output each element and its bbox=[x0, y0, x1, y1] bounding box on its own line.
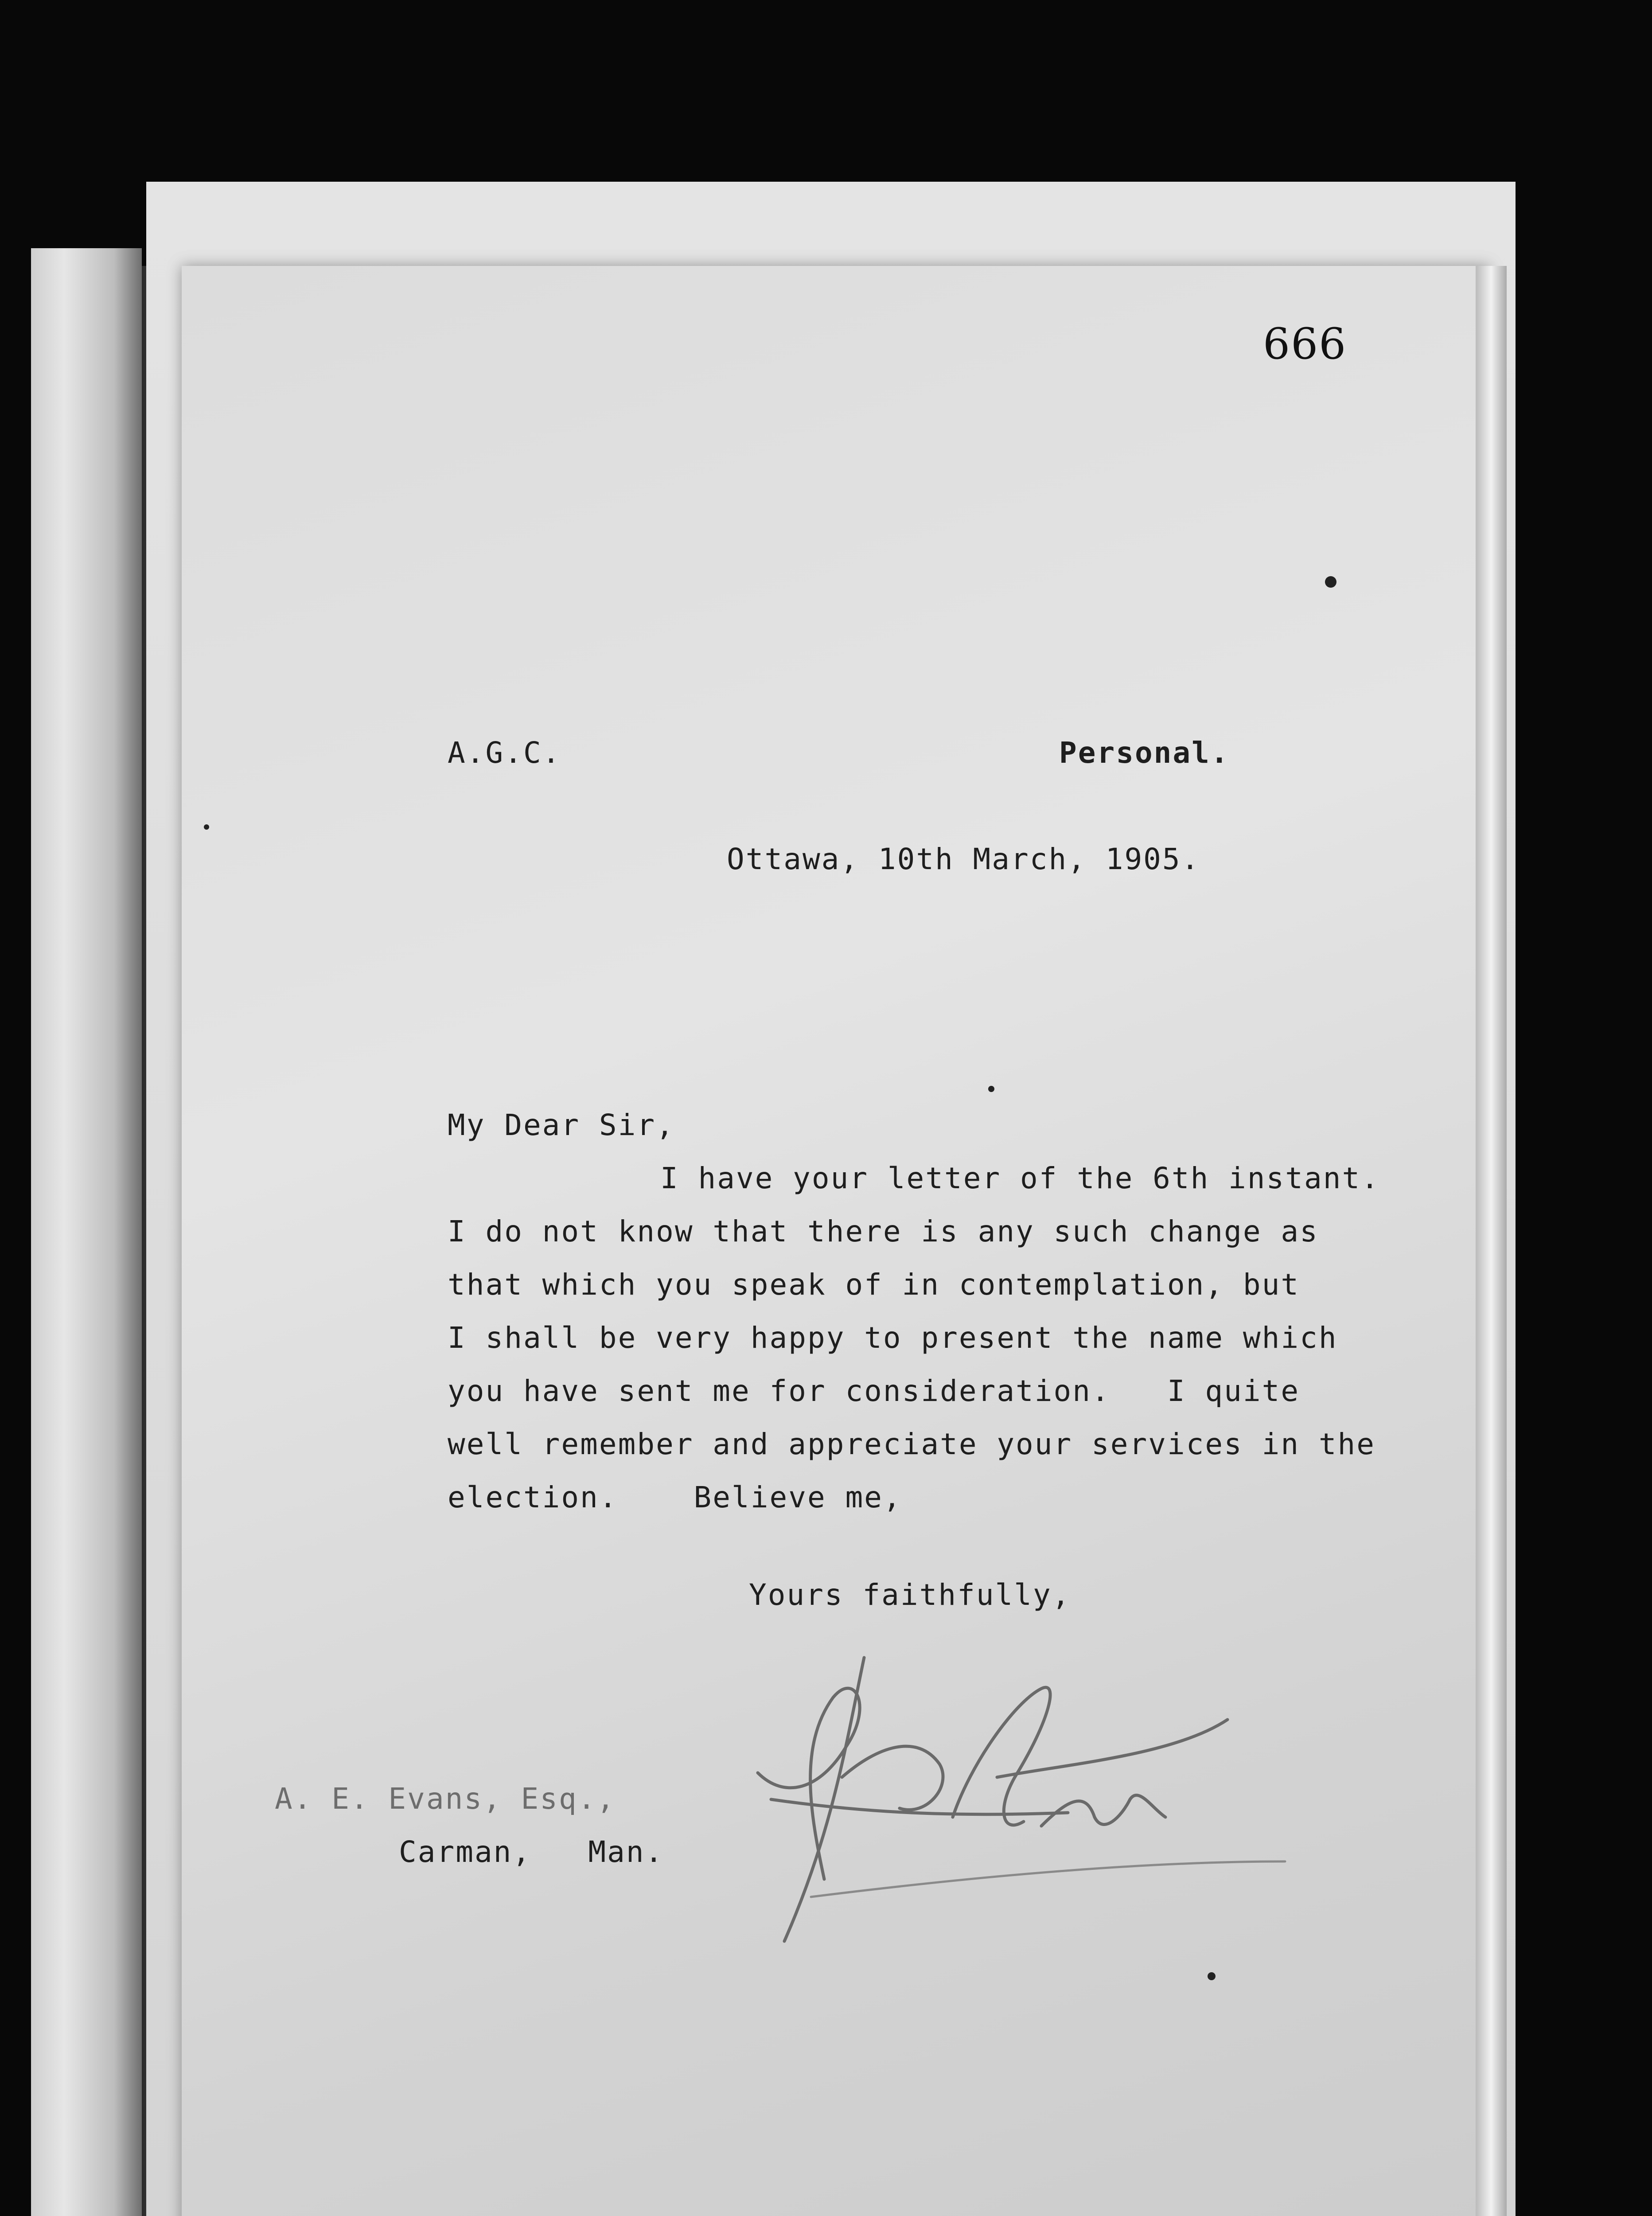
letter-dateline: Ottawa, 10th March, 1905. bbox=[727, 842, 1200, 876]
letter-body-line-3: that which you speak of in contemplation, but bbox=[448, 1268, 1300, 1302]
letter-body-line-5: you have sent me for consideration. I quite bbox=[448, 1374, 1300, 1408]
ink-speck bbox=[1208, 1972, 1216, 1980]
folio-number: 666 bbox=[1263, 319, 1347, 369]
handwritten-signature bbox=[731, 1631, 1307, 1950]
recipient-place: Carman, Man. bbox=[399, 1835, 664, 1869]
ink-speck bbox=[988, 1086, 994, 1092]
letter-closing: Yours faithfully, bbox=[749, 1578, 1071, 1612]
letter-initials: A.G.C. bbox=[448, 736, 561, 770]
letter-body-line-6: well remember and appreciate your services in the bbox=[448, 1427, 1376, 1461]
recipient-name: A. E. Evans, Esq., bbox=[275, 1782, 616, 1816]
letter-body-line-4: I shall be very happy to present the name which bbox=[448, 1321, 1338, 1355]
ink-speck bbox=[1325, 576, 1336, 588]
letter-salutation: My Dear Sir, bbox=[448, 1108, 675, 1142]
binding-edge bbox=[31, 248, 142, 2216]
page-edge bbox=[1476, 266, 1507, 2216]
letter-marking: Personal. bbox=[1059, 736, 1230, 770]
ink-speck bbox=[204, 824, 209, 830]
letter-body-line-1: I have your letter of the 6th instant. bbox=[660, 1161, 1380, 1195]
letter-body-line-2: I do not know that there is any such change as bbox=[448, 1214, 1319, 1248]
letter-body-line-7: election. Believe me, bbox=[448, 1480, 902, 1514]
